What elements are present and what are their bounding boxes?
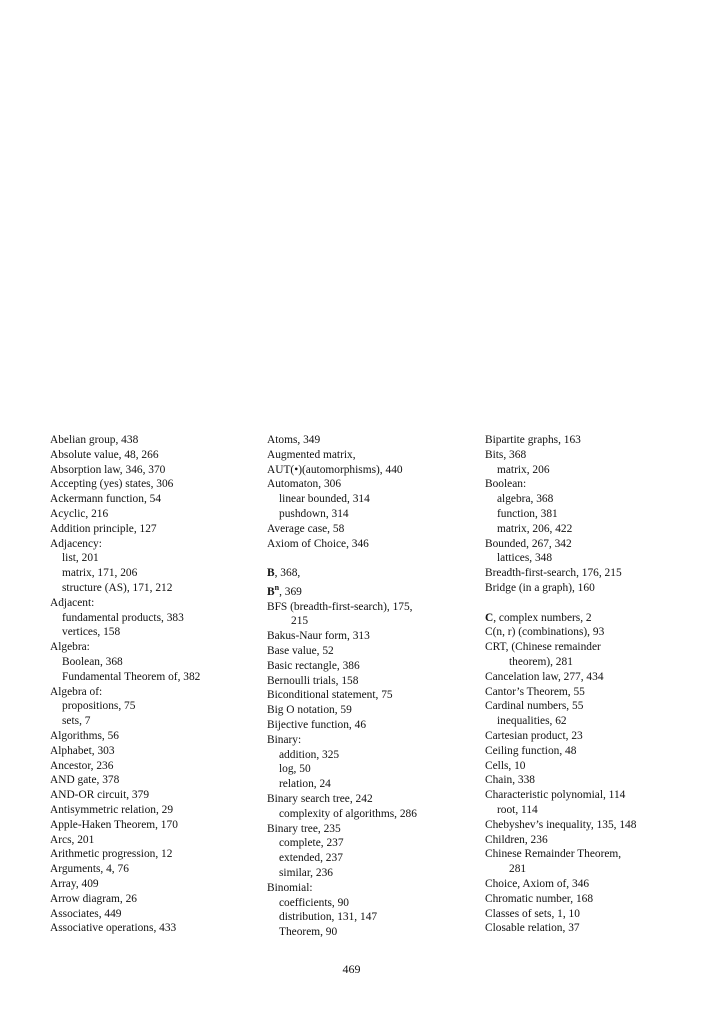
index-subentry: [50, 581, 260, 596]
index-subentry: [485, 714, 695, 729]
entry-text: Cells, 10: [485, 759, 526, 772]
entry-text: Binary:: [267, 733, 302, 746]
index-entry: [267, 600, 472, 615]
entry-text: Addition principle, 127: [50, 522, 157, 535]
index-subentry: [267, 777, 472, 792]
index-entry: [267, 718, 472, 733]
entry-text: vertices, 158: [62, 626, 121, 639]
entry-text: extended, 237: [279, 852, 343, 865]
index-subentry: [485, 492, 695, 507]
index-subentry: [267, 836, 472, 851]
entry-text: Classes of sets, 1, 10: [485, 907, 580, 920]
index-entry: [267, 522, 472, 537]
index-entry: [485, 729, 695, 744]
index-entry: [485, 670, 695, 685]
entry-text: Children, 236: [485, 833, 548, 846]
index-subentry: [267, 896, 472, 911]
entry-text: structure (AS), 171, 212: [62, 581, 173, 594]
entry-text: Acyclic, 216: [50, 507, 109, 520]
entry-text: Cartesian product, 23: [485, 729, 583, 742]
index-entry: [50, 877, 260, 892]
index-entry: [50, 803, 260, 818]
index-subentry: [50, 699, 260, 714]
index-entry: [50, 788, 260, 803]
entry-text: Characteristic polynomial, 114: [485, 789, 626, 802]
entry-text: Arithmetic progression, 12: [50, 848, 173, 861]
entry-text: Fundamental Theorem of, 382: [62, 670, 201, 683]
bold-symbol: C: [485, 611, 494, 624]
entry-text: Algorithms, 56: [50, 729, 119, 742]
entry-text: Cardinal numbers, 55: [485, 700, 584, 713]
entry-text: Big O notation, 59: [267, 704, 352, 717]
index-subentry: [267, 748, 472, 763]
entry-text: relation, 24: [279, 778, 331, 791]
index-entry: [50, 685, 260, 700]
index-entry: [50, 640, 260, 655]
entry-text: complete, 237: [279, 837, 344, 850]
index-entry: [485, 773, 695, 788]
index-entry: [485, 877, 695, 892]
entry-text: Average case, 58: [267, 522, 345, 535]
entry-text: CRT, (Chinese remainder: [485, 641, 601, 654]
entry-text: Automaton, 306: [267, 478, 342, 491]
index-entry: [267, 703, 472, 718]
index-entry: [267, 477, 472, 492]
entry-text: Algebra of:: [50, 685, 103, 698]
entry-text: Arcs, 201: [50, 833, 95, 846]
index-entry: [485, 788, 695, 803]
index-subentry: [50, 655, 260, 670]
entry-text: Binary search tree, 242: [267, 792, 373, 805]
entry-text: Adjacency:: [50, 537, 102, 550]
entry-text: 215: [291, 615, 309, 628]
index-entry: [267, 463, 472, 478]
index-entry: [50, 433, 260, 448]
index-column-1: [50, 433, 260, 936]
index-entry: [485, 699, 695, 714]
entry-text: Chain, 338: [485, 774, 535, 787]
entry-text: linear bounded, 314: [279, 493, 370, 506]
index-entry: [267, 566, 472, 581]
index-entry: [50, 907, 260, 922]
index-subentry: [267, 507, 472, 522]
entry-text: Basic rectangle, 386: [267, 659, 360, 672]
page-number: 469: [342, 962, 361, 976]
index-entry: [485, 566, 695, 581]
index-entry: [267, 629, 472, 644]
index-subentry: [267, 910, 472, 925]
entry-text: Cantor’s Theorem, 55: [485, 685, 585, 698]
entry-text: Base value, 52: [267, 644, 334, 657]
index-entry: [50, 892, 260, 907]
entry-text: C(n, r) (combinations), 93: [485, 626, 605, 639]
index-entry: [50, 773, 260, 788]
entry-text: list, 201: [62, 552, 99, 565]
index-entry: [485, 744, 695, 759]
entry-text: Atoms, 349: [267, 434, 321, 446]
entry-text: Bounded, 267, 342: [485, 537, 572, 550]
entry-text: Boolean, 368: [62, 655, 123, 668]
entry-text: BFS (breadth-first-search), 175,: [267, 600, 413, 613]
index-entry: [485, 581, 695, 596]
index-subentry: [267, 492, 472, 507]
entry-text: Adjacent:: [50, 596, 95, 609]
entry-text: AND gate, 378: [50, 774, 120, 787]
bold-symbol: B: [267, 567, 275, 580]
entry-text: Axiom of Choice, 346: [267, 537, 369, 550]
index-column-2: [267, 433, 472, 940]
entry-text: Bits, 368: [485, 448, 527, 461]
entry-text: Choice, Axiom of, 346: [485, 877, 590, 890]
entry-text: inequalities, 62: [497, 715, 567, 728]
index-subentry: [50, 551, 260, 566]
entry-text: Arrow diagram, 26: [50, 892, 137, 905]
entry-text: Absorption law, 346, 370: [50, 463, 166, 476]
entry-text: Alphabet, 303: [50, 744, 115, 757]
entry-text: propositions, 75: [62, 700, 136, 713]
entry-text: coefficients, 90: [279, 896, 350, 909]
entry-text: log, 50: [279, 763, 311, 776]
index-column-3: [485, 433, 695, 936]
index-subentry: [267, 614, 472, 629]
index-subentry: [485, 551, 695, 566]
index-subentry: [50, 670, 260, 685]
index-subentry: [485, 862, 695, 877]
index-entry: [50, 463, 260, 478]
index-entry: [485, 921, 695, 936]
index-entry: [267, 688, 472, 703]
superscript: n: [274, 582, 280, 592]
entry-text: Cancelation law, 277, 434: [485, 670, 604, 683]
index-entry: [50, 522, 260, 537]
entry-text: Bakus-Naur form, 313: [267, 630, 370, 643]
entry-text: Bijective function, 46: [267, 718, 367, 731]
index-subentry: [485, 507, 695, 522]
index-subentry: [267, 866, 472, 881]
entry-text: addition, 325: [279, 748, 340, 761]
index-subentry: [50, 566, 260, 581]
entry-text: pushdown, 314: [279, 507, 349, 520]
bold-symbol: B: [267, 585, 275, 598]
entry-text: Arguments, 4, 76: [50, 863, 129, 876]
index-entry: [485, 611, 695, 626]
entry-text: similar, 236: [279, 866, 333, 879]
entry-text: Abelian group, 438: [50, 434, 139, 446]
index-entry: [267, 644, 472, 659]
index-entry: [50, 759, 260, 774]
index-subentry: [50, 611, 260, 626]
entry-text: 281: [509, 863, 527, 876]
entry-text: lattices, 348: [497, 552, 553, 565]
index-entry: [50, 921, 260, 936]
index-subentry: [485, 463, 695, 478]
entry-text: Ceiling function, 48: [485, 744, 577, 757]
entry-text: , 369: [279, 585, 302, 598]
entry-text: Biconditional statement, 75: [267, 689, 393, 702]
entry-text: Theorem, 90: [279, 926, 338, 939]
index-entry: [50, 537, 260, 552]
entry-text: function, 381: [497, 507, 558, 520]
entry-text: matrix, 206: [497, 463, 550, 476]
entry-text: complexity of algorithms, 286: [279, 807, 417, 820]
entry-text: Bernoulli trials, 158: [267, 674, 359, 687]
index-subentry: [50, 625, 260, 640]
index-entry: [267, 733, 472, 748]
index-entry: [50, 744, 260, 759]
entry-text: AUT(•)(automorphisms), 440: [267, 463, 403, 476]
index-entry: [485, 640, 695, 655]
index-entry: [485, 759, 695, 774]
blank-line: [267, 551, 472, 566]
index-entry: [267, 659, 472, 674]
entry-text: sets, 7: [62, 715, 91, 728]
entry-text: Ancestor, 236: [50, 759, 114, 772]
entry-text: theorem), 281: [509, 655, 573, 668]
index-entry: [267, 448, 472, 463]
index-entry: [50, 448, 260, 463]
entry-text: Accepting (yes) states, 306: [50, 478, 174, 491]
entry-text: Chromatic number, 168: [485, 892, 594, 905]
index-entry: [485, 685, 695, 700]
index-entry: [50, 833, 260, 848]
index-subentry: [267, 807, 472, 822]
index-entry: [485, 818, 695, 833]
index-entry: [50, 507, 260, 522]
index-entry: [485, 833, 695, 848]
entry-text: Augmented matrix,: [267, 448, 356, 461]
index-subentry: [485, 655, 695, 670]
index-entry: [50, 729, 260, 744]
entry-text: Bipartite graphs, 163: [485, 434, 581, 446]
index-entry: [50, 596, 260, 611]
index-entry: [50, 492, 260, 507]
entry-text: Array, 409: [50, 877, 99, 890]
entry-text: , complex numbers, 2: [493, 611, 592, 624]
entry-text: Breadth-first-search, 176, 215: [485, 567, 622, 580]
index-entry: [267, 433, 472, 448]
index-subentry: [267, 925, 472, 940]
entry-text: Chebyshev’s inequality, 135, 148: [485, 818, 637, 831]
index-subentry: [267, 762, 472, 777]
index-entry: [50, 818, 260, 833]
entry-text: Boolean:: [485, 478, 527, 491]
entry-text: matrix, 206, 422: [497, 522, 573, 535]
index-entry: [485, 433, 695, 448]
entry-text: Binomial:: [267, 881, 313, 894]
index-entry: [50, 862, 260, 877]
entry-text: Associative operations, 433: [50, 922, 177, 935]
entry-text: algebra, 368: [497, 493, 554, 506]
entry-text: distribution, 131, 147: [279, 911, 378, 924]
entry-text: Apple-Haken Theorem, 170: [50, 818, 178, 831]
index-entry: [485, 477, 695, 492]
entry-text: Chinese Remainder Theorem,: [485, 848, 622, 861]
index-entry: [485, 448, 695, 463]
entry-text: Binary tree, 235: [267, 822, 341, 835]
entry-text: Bridge (in a graph), 160: [485, 581, 595, 594]
index-entry: [485, 892, 695, 907]
index-entry: [267, 674, 472, 689]
entry-text: fundamental products, 383: [62, 611, 184, 624]
index-entry: [485, 537, 695, 552]
entry-text: Ackermann function, 54: [50, 493, 162, 506]
index-subentry: [485, 803, 695, 818]
entry-text: Antisymmetric relation, 29: [50, 803, 174, 816]
entry-text: AND-OR circuit, 379: [50, 789, 150, 802]
index-entry: [485, 847, 695, 862]
index-entry: [485, 625, 695, 640]
entry-text: , 368,: [274, 567, 301, 580]
index-entry: [267, 537, 472, 552]
entry-text: Closable relation, 37: [485, 922, 580, 935]
index-entry: [485, 907, 695, 922]
entry-text: Absolute value, 48, 266: [50, 448, 159, 461]
index-entry: [50, 477, 260, 492]
entry-text: matrix, 171, 206: [62, 567, 138, 580]
index-entry: [267, 792, 472, 807]
index-entry: [50, 847, 260, 862]
index-entry: [267, 581, 472, 600]
entry-text: Associates, 449: [50, 907, 122, 920]
index-entry: [267, 822, 472, 837]
index-subentry: [267, 851, 472, 866]
entry-text: root, 114: [497, 803, 538, 816]
index-entry: [267, 881, 472, 896]
entry-text: Algebra:: [50, 641, 90, 654]
blank-line: [485, 596, 695, 611]
index-subentry: [485, 522, 695, 537]
index-subentry: [50, 714, 260, 729]
